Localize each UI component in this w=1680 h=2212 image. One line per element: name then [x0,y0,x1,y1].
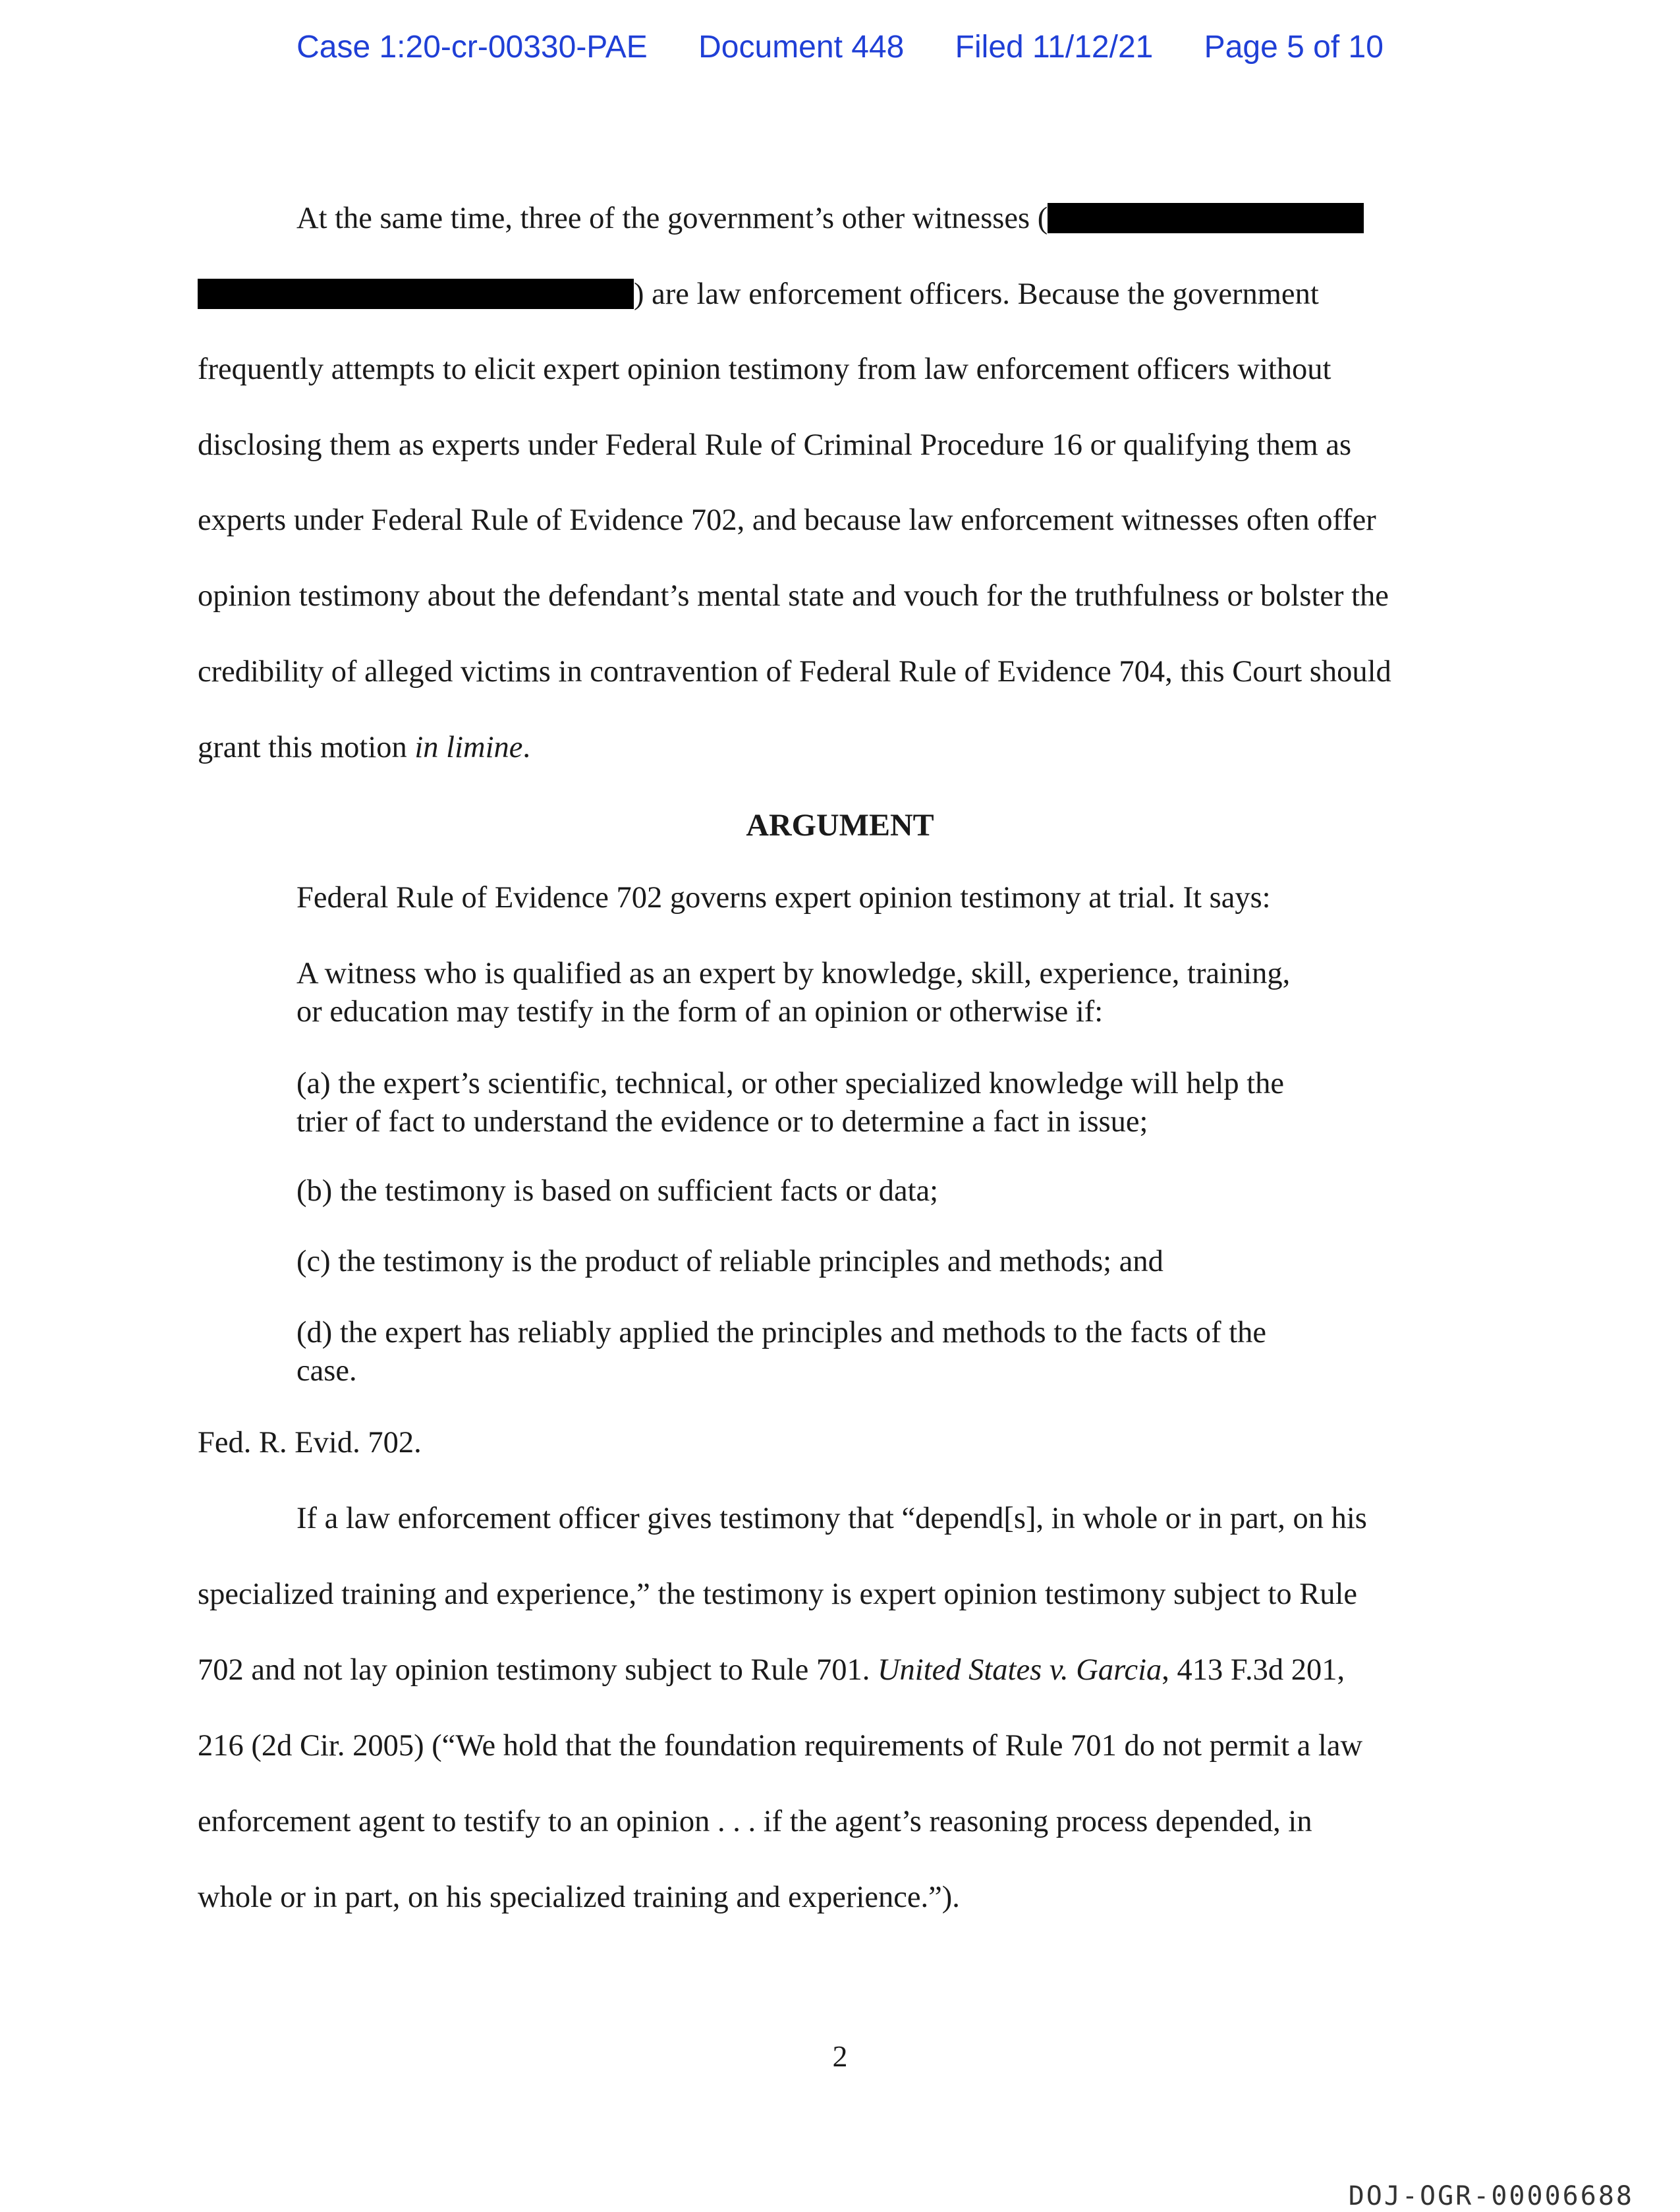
case-header [0,29,1680,65]
quote-item-c: (c) the testimony is the product of reliable principles and methods; and [296,1245,1163,1278]
redaction-block [1048,203,1364,233]
page-count: Page 5 of 10 [1204,30,1384,65]
para2-line-3: 702 and not lay opinion testimony subject to Rule 701. United States v. Garcia, 413 F.3d 201, [198,1653,1345,1687]
quote-item-a-1: (a) the expert’s scientific, technical, or other specialized knowledge will help the [296,1067,1285,1100]
quote-line-1: A witness who is qualified as an expert by knowledge, skill, experience, training, [296,957,1291,990]
case-number: Case 1:20-cr-00330-PAE [296,30,648,65]
quote-item-d-2: case. [296,1354,357,1388]
intro-line-3: frequently attempts to elicit expert opinion testimony from law enforcement officers without [198,353,1331,386]
redaction-block [198,279,634,309]
intro-line-7: credibility of alleged victims in contravention of Federal Rule of Evidence 704, this Court should [198,655,1391,689]
bates-stamp: DOJ-OGR-00006688 [1348,2181,1634,2211]
filed-date: Filed 11/12/21 [955,30,1154,65]
intro-line-2: ) are law enforcement officers. Because the government [198,279,1319,310]
page-number: 2 [832,2039,848,2073]
intro-line-1: At the same time, three of the government’s other witnesses ( [296,203,1364,235]
intro-line-6: opinion testimony about the defendant’s mental state and vouch for the truthfulness or bolster the [198,579,1389,613]
intro-line-4: disclosing them as experts under Federal Rule of Criminal Procedure 16 or qualifying them as [198,428,1352,462]
rule-citation: Fed. R. Evid. 702. [198,1426,422,1460]
para2-line-2: specialized training and experience,” the testimony is expert opinion testimony subject to Rule [198,1577,1358,1611]
section-heading: ARGUMENT [746,808,934,843]
argument-intro: Federal Rule of Evidence 702 governs expert opinion testimony at trial. It says: [296,881,1271,915]
para2-line-4: 216 (2d Cir. 2005) (“We hold that the foundation requirements of Rule 701 do not permit a law [198,1729,1363,1763]
document-number: Document 448 [698,30,905,65]
quote-item-b: (b) the testimony is based on sufficient facts or data; [296,1174,939,1208]
quote-item-a-2: trier of fact to understand the evidence or to determine a fact in issue; [296,1105,1148,1139]
intro-line-8: grant this motion in limine. [198,731,531,764]
para2-line-1: If a law enforcement officer gives testimony that “depend[s], in whole or in part, on his [296,1502,1367,1535]
para2-line-6: whole or in part, on his specialized training and experience.”). [198,1881,960,1914]
quote-item-d-1: (d) the expert has reliably applied the principles and methods to the facts of the [296,1316,1267,1349]
para2-line-5: enforcement agent to testify to an opinion . . . if the agent’s reasoning process depended, in [198,1805,1312,1838]
quote-line-2: or education may testify in the form of an opinion or otherwise if: [296,995,1104,1029]
intro-line-5: experts under Federal Rule of Evidence 702, and because law enforcement witnesses often offer [198,503,1376,537]
